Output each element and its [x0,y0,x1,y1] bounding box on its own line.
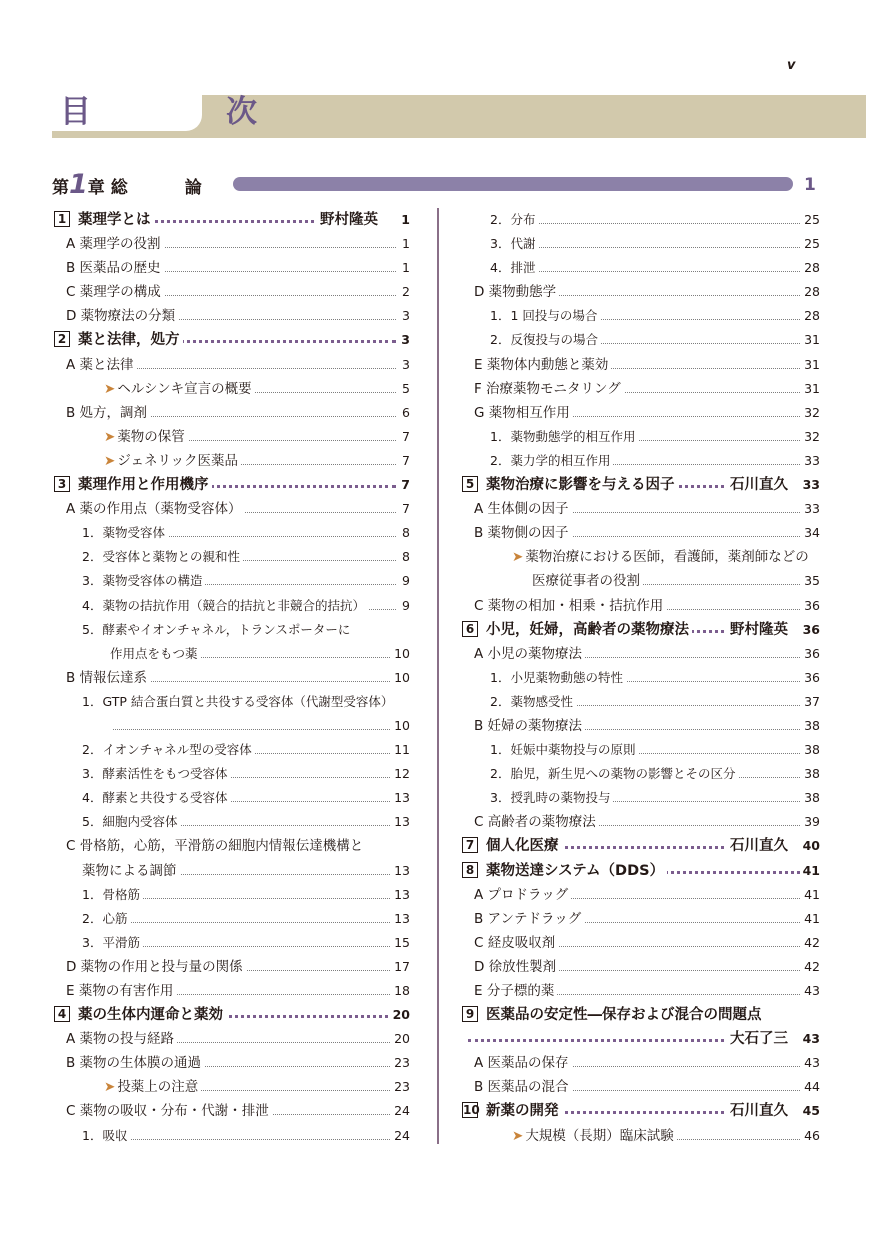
toc-entry[interactable] [462,810,820,834]
toc-entry-title [462,573,643,589]
page-number: 3 [398,328,410,352]
page-number: 40 [800,834,820,858]
page-number: 24 [391,1099,410,1123]
column-title-text: 薬物治療における医師，看護師，薬剤師などの [525,549,809,566]
dot-leader [468,1039,730,1042]
toc-entry-title [54,212,154,228]
page-number: 13 [391,810,410,834]
toc-entry-title [462,838,562,854]
toc-entry-title: 2．薬力学的相互作用 [462,453,613,468]
toc-entry[interactable] [462,907,820,931]
toc-entry[interactable] [54,497,410,521]
toc-entry-title: 3．薬物受容体の構造 [54,573,205,588]
toc-entry[interactable] [462,1051,820,1075]
toc-entry[interactable] [54,714,410,738]
page-number: 10 [391,666,410,690]
page-number: 1 [398,208,410,232]
page-number: 13 [391,883,410,907]
toc-entry[interactable] [54,1003,410,1027]
toc-entry[interactable] [54,618,410,642]
column-arrow-icon: ➤ [512,1127,524,1144]
toc-entry[interactable] [54,232,410,256]
toc-entry-title: G 薬物相互作用 [462,405,573,421]
toc-entry-title: B 情報伝達系 [54,670,150,686]
page-number: 13 [391,907,410,931]
page-number: 7 [399,425,410,449]
section-title-text: 薬理学とは [78,212,151,228]
toc-entry-title: A 薬の作用点（薬物受容体） [54,501,245,517]
page-number: 10 [391,714,410,738]
toc-entry[interactable] [462,786,820,810]
toc-entry-title: A 医薬品の保存 [462,1055,572,1071]
chapter-name: 総 論 [110,178,222,198]
toc-entry-title [54,718,113,733]
page-number: 39 [801,810,820,834]
page-number: 3 [399,353,410,377]
page-number: 34 [801,521,820,545]
toc-entry[interactable] [462,618,820,642]
toc-entry[interactable] [54,907,410,931]
toc-entry-title: 3．平滑筋 [54,935,143,950]
section-title-text: 薬物送達システム（DDS） [486,862,665,879]
page-number: 38 [801,738,820,762]
page-number: 31 [801,328,820,352]
toc-entry[interactable] [54,1099,410,1123]
toc-entry[interactable] [462,834,820,858]
page-number: 2 [399,280,410,304]
toc-entry[interactable] [462,714,820,738]
toc-entry[interactable] [54,979,410,1003]
section-number-box: 6 [462,621,478,637]
toc-entry-title: A 薬物の投与経路 [54,1031,177,1047]
toc-entry[interactable] [462,859,820,883]
toc-entry[interactable] [462,979,820,1003]
toc-entry-title [54,477,212,493]
page-number: 13 [391,859,410,883]
toc-entry-title: A 小児の薬物療法 [462,646,585,662]
toc-entry-title: 2．胎児，新生児への薬物の影響とその区分 [462,766,738,781]
toc-entry-title [54,1079,201,1095]
toc-entry[interactable] [462,1124,820,1148]
section-title-text: 小児，妊婦，高齢者の薬物療法 [486,621,689,638]
toc-entry-title [462,863,667,879]
toc-entry[interactable] [54,1051,410,1075]
column-arrow-icon: ➤ [104,1079,116,1096]
toc-entry[interactable] [462,232,820,256]
toc-entry-title [462,622,692,638]
toc-entry[interactable] [54,738,410,762]
toc-entry-title [54,429,188,445]
toc-entry[interactable] [54,425,410,449]
toc-entry[interactable] [462,473,820,497]
toc-entry-title [462,1031,465,1047]
page-number: 37 [801,690,820,714]
toc-entry-title: 2．受容体と薬物との親和性 [54,549,243,564]
toc-entry-title: D 薬物の作用と投与量の関係 [54,959,246,975]
page-number: 36 [800,618,820,642]
column-title-text: 薬物の保管 [117,428,185,445]
toc-entry-title: 2．分布 [462,212,538,227]
toc-entry[interactable] [54,401,410,425]
toc-entry-title: 薬物による調節 [54,863,180,879]
column-arrow-icon: ➤ [104,380,116,397]
toc-entry-title [54,332,183,348]
toc-entry-title: 1．妊娠中薬物投与の原則 [462,742,638,757]
page-number: 41 [800,859,820,883]
toc-entry[interactable] [462,401,820,425]
column-title-text: ジェネリック医薬品 [117,452,239,469]
column-divider [437,208,439,1144]
toc-entry[interactable] [462,883,820,907]
toc-entry[interactable] [462,642,820,666]
page-number: 20 [390,1003,410,1027]
toc-entry-title: B 妊婦の薬物療法 [462,718,585,734]
toc-entry-title: C 骨格筋，心筋，平滑筋の細胞内情報伝達機構と [54,838,366,854]
toc-entry[interactable] [54,473,410,497]
page-number: 9 [399,569,410,593]
toc-entry[interactable] [462,304,820,328]
page-number: 35 [801,569,820,593]
page-number: 32 [801,425,820,449]
column-arrow-icon: ➤ [104,428,116,445]
toc-entry[interactable] [462,931,820,955]
toc-entry-title: 1．薬物動態学的相互作用 [462,429,638,444]
toc-entry-title: 1．GTP 結合蛋白質と共役する受容体（代謝型受容体） [54,694,396,709]
page-number: 11 [391,738,410,762]
page-number: 28 [801,304,820,328]
toc-entry[interactable] [54,1124,410,1148]
page-number: 23 [391,1075,410,1099]
chapter-bar [233,177,793,191]
page-number: 46 [801,1124,820,1148]
page-title: 目 次 [60,94,309,130]
author-name: 大石了三 [727,1027,792,1051]
toc-entry[interactable] [54,208,410,232]
page-number: 43 [801,979,820,1003]
toc-entry-title: A 生体側の因子 [462,501,572,517]
toc-entry[interactable] [462,594,820,618]
section-number-box: 8 [462,862,478,878]
toc-entry[interactable] [462,280,820,304]
toc-entry[interactable] [462,955,820,979]
section-number-box: 10 [463,1103,480,1118]
toc-entry-title: C 薬物の相加・相乗・拮抗作用 [462,598,666,614]
page-number: 43 [801,1051,820,1075]
toc-entry[interactable] [54,834,410,858]
section-title-text: 薬と法律，処方 [78,332,180,349]
toc-entry-title [54,381,255,397]
toc-entry[interactable] [462,1075,820,1099]
toc-entry-title: 1．1 回投与の場合 [462,308,600,323]
section-title-text: 新薬の開発 [486,1103,559,1120]
toc-entry[interactable] [462,569,820,593]
toc-entry[interactable] [54,666,410,690]
page-number: 1 [399,256,410,280]
toc-left-column [54,208,410,1148]
section-title-text: 薬物治療に影響を与える因子 [486,477,675,494]
toc-entry[interactable] [462,328,820,352]
toc-entry-title: 3．酵素活性をもつ受容体 [54,766,230,781]
toc-entry[interactable] [54,810,410,834]
column-arrow-icon: ➤ [104,452,116,469]
toc-entry-title: B 薬物の生体膜の通過 [54,1055,204,1071]
toc-entry-title: 1．骨格筋 [54,887,143,902]
section-title-text: 医薬品の安定性―保存および混合の問題点 [486,1007,762,1024]
toc-entry-title: B アンテドラッグ [462,911,584,927]
toc-entry-title: 1．薬物受容体 [54,525,168,540]
chapter-header [52,170,870,200]
toc-entry-title: 5．酵素やイオンチャネル，トランスポーターに [54,622,353,637]
toc-entry-title: C 薬物の吸収・分布・代謝・排泄 [54,1103,272,1119]
toc-entry-title: 1．小児薬物動態の特性 [462,670,626,685]
toc-entry-title: 5．細胞内受容体 [54,814,180,829]
toc-entry[interactable] [462,1099,820,1123]
toc-entry-title: D 薬物動態学 [462,284,559,300]
toc-entry-title: 3．授乳時の薬物投与 [462,790,613,805]
page-number: 12 [391,762,410,786]
toc-entry[interactable] [54,280,410,304]
page-number: 28 [801,280,820,304]
toc-entry-title: C 経皮吸収剤 [462,935,558,951]
page-number: 23 [391,1051,410,1075]
toc-entry-title: C 薬理学の構成 [54,284,164,300]
toc-entry-title [54,453,241,469]
toc-entry[interactable] [54,762,410,786]
toc-entry[interactable] [54,955,410,979]
page-number: 7 [398,473,410,497]
toc-entry[interactable] [462,497,820,521]
toc-entry-title: 1．吸収 [54,1128,130,1143]
toc-entry[interactable] [462,377,820,401]
page-number: 15 [391,931,410,955]
toc-entry[interactable] [54,1027,410,1051]
page-number: 25 [801,208,820,232]
chapter-prefix: 第 [52,178,69,198]
page-number: 1 [399,232,410,256]
section-title-text: 個人化医療 [486,838,559,855]
toc-entry-title: 2．イオンチャネル型の受容体 [54,742,255,757]
column-title-text: 大規模（長期）臨床試験 [525,1127,674,1144]
toc-entry-title [462,1007,765,1023]
toc-entry-title: D 薬物療法の分類 [54,308,178,324]
toc-entry[interactable] [54,642,410,666]
page-number: 42 [801,955,820,979]
toc-entry[interactable] [462,208,820,232]
author-name: 野村隆英 [317,208,382,232]
column-title-text: 投薬上の注意 [117,1079,199,1096]
page-number: 24 [391,1124,410,1148]
toc-entry[interactable] [54,883,410,907]
toc-entry[interactable] [462,690,820,714]
page-number: 5 [399,377,410,401]
page-number: 33 [801,497,820,521]
toc-entry[interactable] [54,1075,410,1099]
toc-entry-title: A 薬理学の役割 [54,236,164,252]
page-number: 38 [801,762,820,786]
toc-entry[interactable] [462,1003,820,1027]
page-number: 8 [399,521,410,545]
page-number: 41 [801,883,820,907]
toc-entry[interactable] [462,545,820,569]
page-number: 18 [391,979,410,1003]
toc-entry[interactable] [54,304,410,328]
page-number: 25 [801,232,820,256]
toc-entry[interactable] [462,449,820,473]
page-number: 31 [801,353,820,377]
page-number: 17 [391,955,410,979]
section-title-text: 薬理作用と作用機序 [78,477,209,494]
page-number: 33 [801,449,820,473]
toc-entry-title [462,549,812,565]
column-arrow-icon: ➤ [512,549,524,566]
toc-right-column [462,208,820,1148]
page-number: 7 [399,449,410,473]
toc-entry-title: B 医薬品の混合 [462,1079,572,1095]
toc-entry[interactable] [462,738,820,762]
page-number: 44 [801,1075,820,1099]
page-number: 20 [391,1027,410,1051]
toc-entry-title: 2．反復投与の場合 [462,332,601,347]
toc-entry-title: 4．酵素と共役する受容体 [54,790,230,805]
toc-entry-title: E 薬物の有害作用 [54,983,176,999]
page-number: 41 [801,907,820,931]
page-number: 3 [399,304,410,328]
toc-entry[interactable] [462,762,820,786]
toc-entry[interactable] [462,425,820,449]
page-number: 45 [800,1099,820,1123]
toc-entry[interactable] [54,594,410,618]
column-title-text: 医療従事者の役割 [532,573,640,590]
toc-entry-title: 4．薬物の拮抗作用（競合的拮抗と非競合的拮抗） [54,598,368,613]
toc-entry[interactable] [462,666,820,690]
page-number: 28 [801,256,820,280]
page-number: 36 [801,642,820,666]
column-title-text: ヘルシンキ宣言の概要 [117,380,252,397]
section-number-box: 2 [54,331,70,347]
toc-entry[interactable] [54,569,410,593]
toc-entry-title: 作用点をもつ薬 [54,646,201,661]
section-number-box: 7 [462,837,478,853]
page-number: 38 [801,714,820,738]
page-number: 10 [391,642,410,666]
toc-entry[interactable] [462,353,820,377]
author-name: 石川直久 [727,473,792,497]
author-name: 石川直久 [727,1099,792,1123]
toc-entry-title: F 治療薬物モニタリング [462,381,624,397]
chapter-page: 1 [804,175,816,195]
toc-entry[interactable] [54,328,410,352]
toc-entry[interactable] [54,545,410,569]
toc-entry-title: C 高齢者の薬物療法 [462,814,599,830]
toc-entry-title: A プロドラッグ [462,887,571,903]
section-number-box: 1 [54,211,70,227]
page-number: v [787,58,796,73]
toc-entry[interactable] [54,859,410,883]
toc-entry[interactable] [54,690,410,714]
toc-entry-title: 4．排泄 [462,260,538,275]
toc-entry-title: 2．心筋 [54,911,130,926]
toc-entry[interactable] [462,256,820,280]
toc-entry-title: B 薬物側の因子 [462,525,572,541]
page-number: 32 [801,401,820,425]
toc-entry-title: A 薬と法律 [54,357,137,373]
chapter-number: 1 [69,169,88,200]
page-number: 33 [800,473,820,497]
toc-entry-title: 2．薬物感受性 [462,694,576,709]
page-number: 13 [391,786,410,810]
toc-entry-title: E 薬物体内動態と薬効 [462,357,611,373]
toc-entry-title: 3．代謝 [462,236,538,251]
toc-entry[interactable] [54,377,410,401]
toc-entry-title [462,477,678,493]
page-number: 6 [399,401,410,425]
toc-entry[interactable] [54,521,410,545]
section-number-box: 5 [462,476,478,492]
toc-entry[interactable] [54,256,410,280]
page-number: 38 [801,786,820,810]
section-number-box: 9 [462,1006,478,1022]
toc-entry-title [462,1103,562,1119]
toc-entry-title: B 処方，調剤 [54,405,150,421]
author-name: 石川直久 [727,834,792,858]
page-number: 8 [399,545,410,569]
chapter-label [52,170,222,203]
toc-entry[interactable] [462,521,820,545]
page-number: 43 [800,1027,820,1051]
page-number: 7 [399,497,410,521]
page-number: 9 [399,594,410,618]
chapter-suffix: 章 [87,178,105,198]
section-title-text: 薬の生体内運命と薬効 [78,1007,223,1024]
page-number: 31 [801,377,820,401]
toc-entry[interactable] [54,449,410,473]
toc-entry[interactable] [54,931,410,955]
page-number: 42 [801,931,820,955]
page-number: 36 [801,666,820,690]
toc-entry-title [462,1128,677,1144]
toc-entry-title: B 医薬品の歴史 [54,260,164,276]
section-number-box: 3 [54,476,70,492]
author-name: 野村隆英 [727,618,792,642]
toc-entry[interactable] [462,1027,820,1051]
toc-entry[interactable] [54,786,410,810]
toc-entry-title [54,1007,226,1023]
section-number-box: 4 [54,1006,70,1022]
toc-entry-title: D 徐放性製剤 [462,959,559,975]
page-number: 36 [801,594,820,618]
toc-entry[interactable] [54,353,410,377]
toc-entry-title: E 分子標的薬 [462,983,557,999]
